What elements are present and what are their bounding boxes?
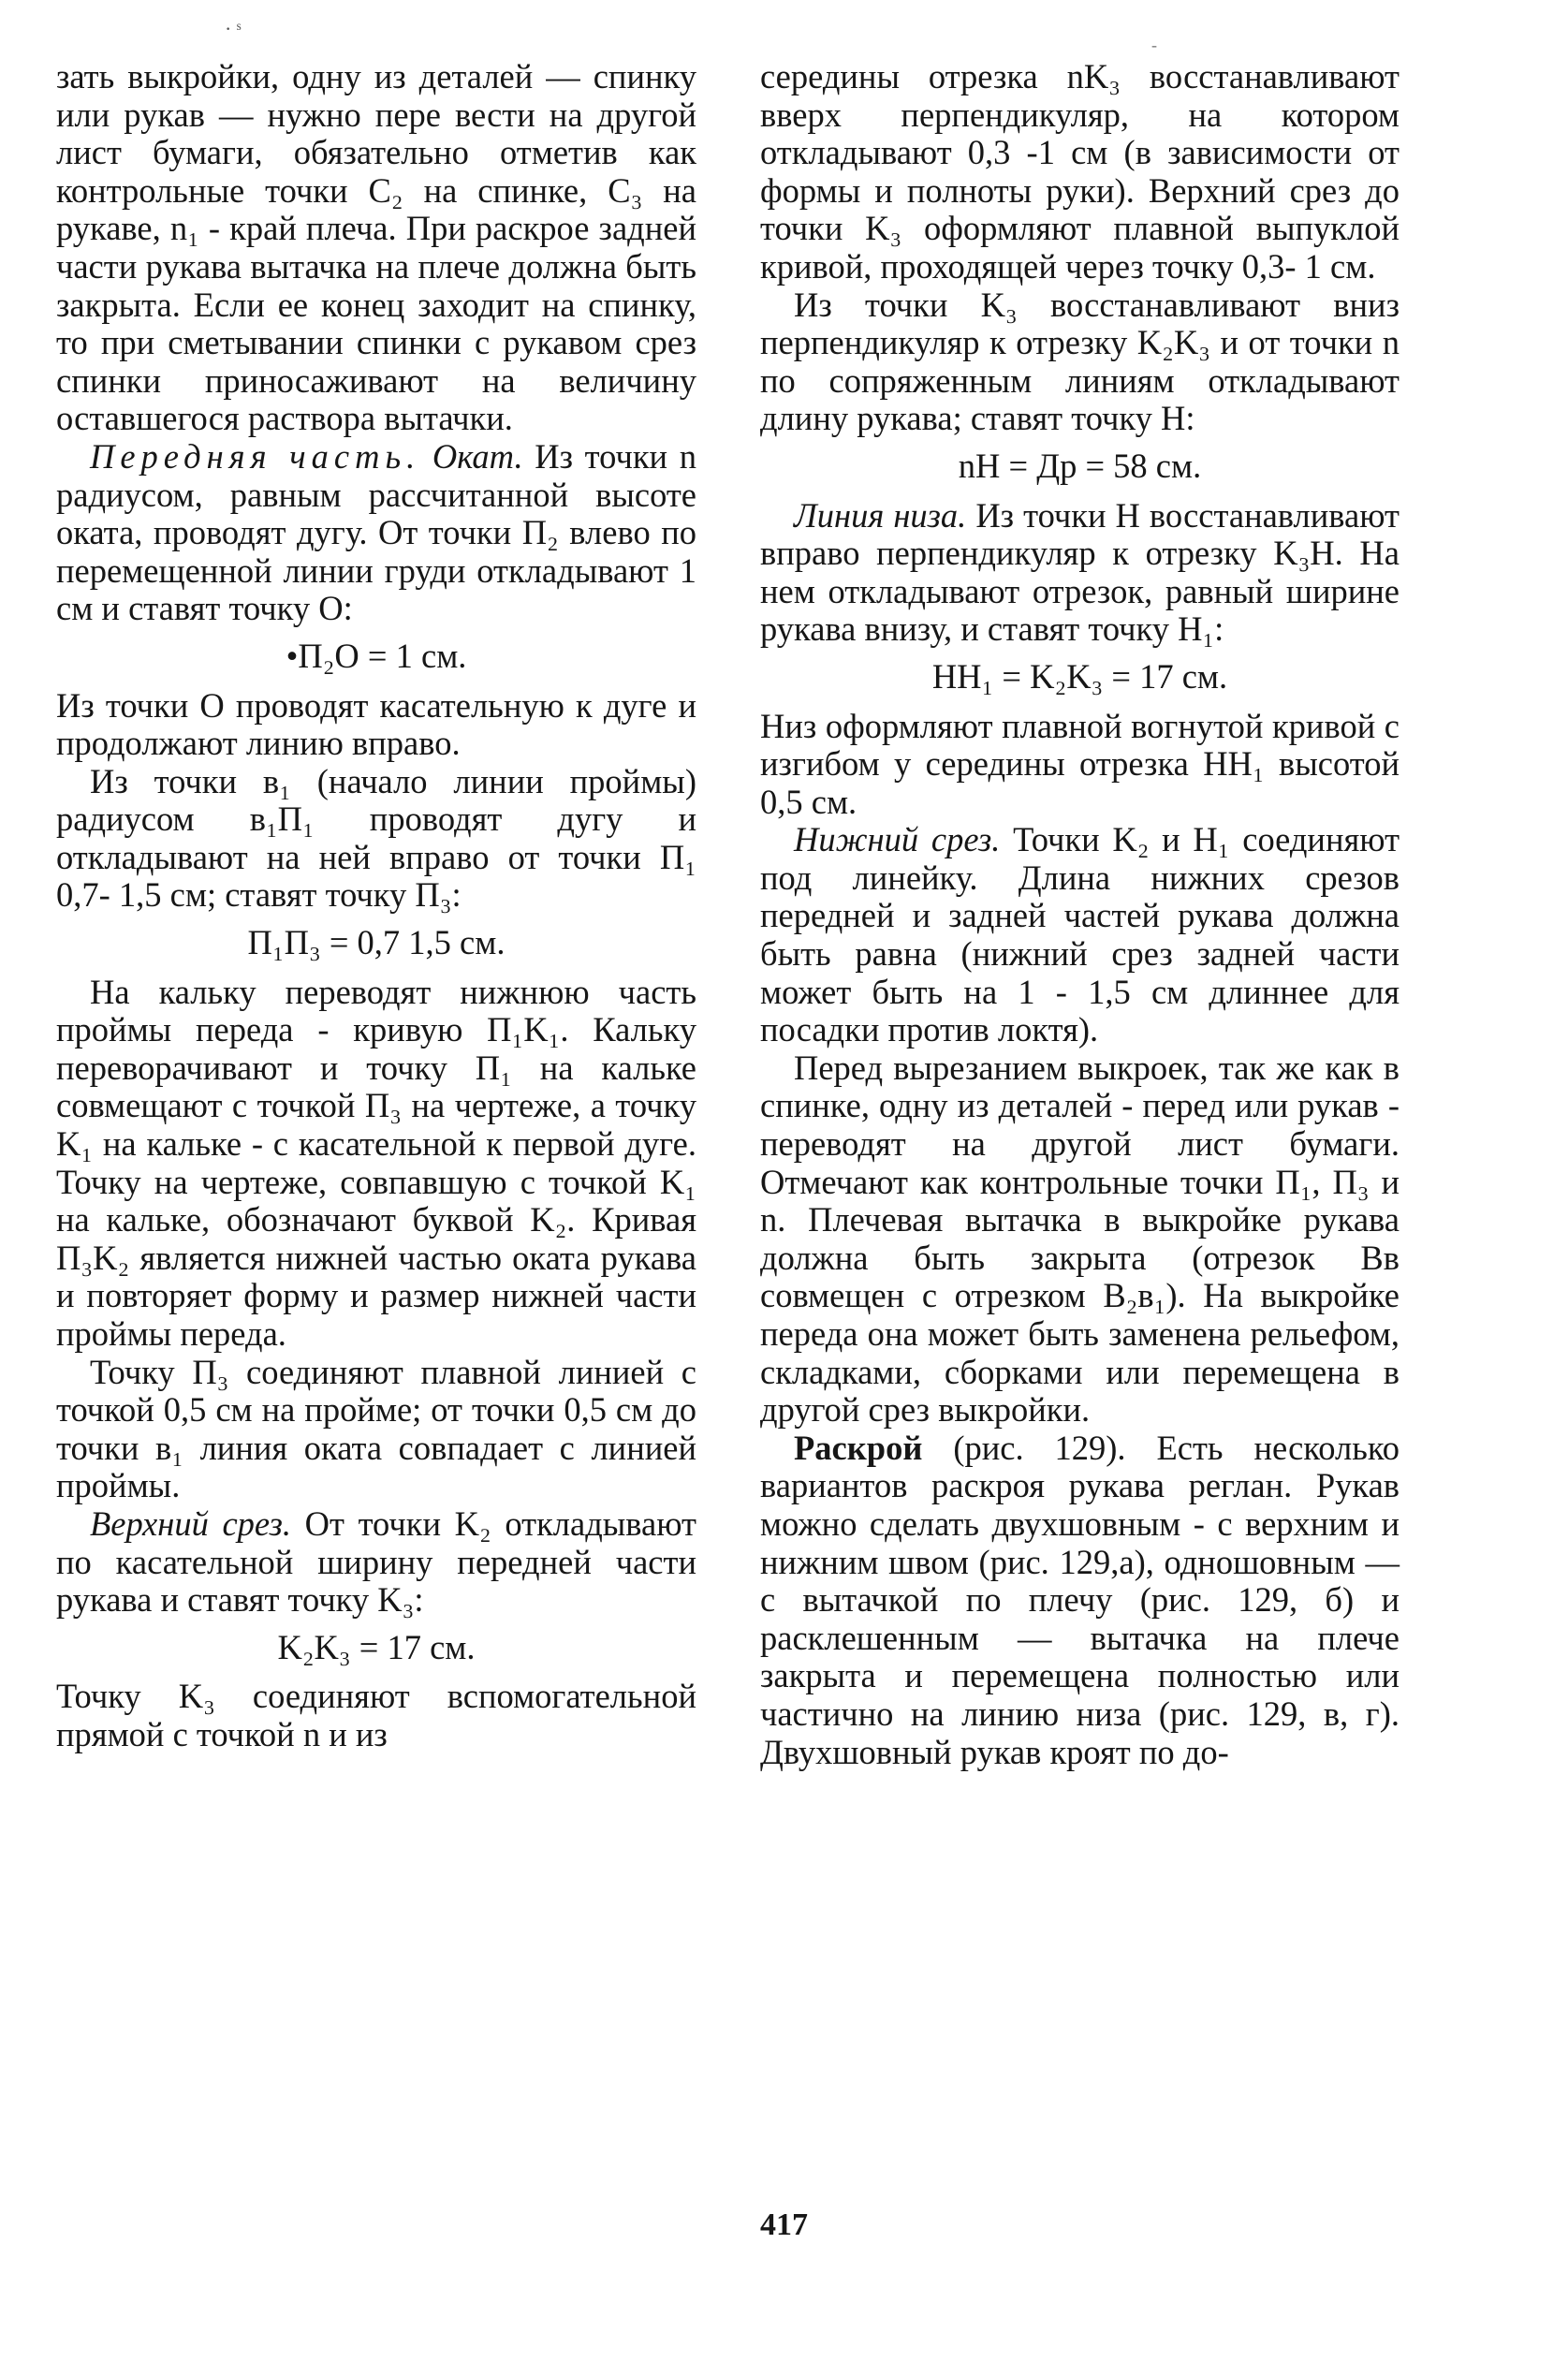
- paragraph: [760, 497, 1399, 649]
- paragraph-subheading: Окат.: [432, 436, 523, 476]
- formula-text: П₁П₃ = 0,7 1,5 см.: [247, 923, 506, 962]
- paragraph-text: Точку П₃ соединяют плавной линией с точкой 0,5 см на пройме; от точки 0,5 см до точки в₁ линия оката совпадает с линией проймы.: [56, 1352, 696, 1505]
- paragraph-text: Из точки O проводят касательную к дуге и продолжают линию вправо.: [56, 685, 696, 763]
- left-column: [56, 58, 696, 1754]
- paragraph-text: Точку K₃ соединяют вспомогательной прямой с точкой n и из: [56, 1677, 696, 1753]
- formula-text: HH₁ = K₂K₃ = 17 см.: [931, 656, 1228, 696]
- paragraph: [760, 1049, 1399, 1430]
- formula: [56, 1629, 696, 1667]
- paragraph-text: середины отрезка nK₃ восстанавливают вверх перпендикуляр, на котором откладывают 0,3 -1 см (в зависимости от формы и полноты руки). Верхний срез до точки K₃ оформляют плавной выпуклой кривой, проходящей через точку 0,3- 1 см.: [760, 57, 1399, 286]
- formula-text: •П₂O = 1 см.: [286, 636, 467, 675]
- paragraph-heading: Передняя часть.: [90, 436, 421, 476]
- page-number: 417: [760, 2207, 808, 2242]
- formula-text: nH = Др = 58 см.: [958, 446, 1202, 485]
- paragraph-text: Из точки H восстанавливают вправо перпендикуляр к отрезку K₃H. На нем откладывают отрезок, равный ширине рукава внизу, и ставят точку H₁:: [760, 495, 1399, 649]
- paragraph: [56, 58, 696, 438]
- paragraph: [56, 687, 696, 763]
- formula: [56, 638, 696, 676]
- paragraph-heading: Нижний срез.: [794, 820, 1001, 859]
- paragraph: [760, 58, 1399, 286]
- paragraph: [56, 1354, 696, 1505]
- paragraph-text: Из точки в₁ (начало линии проймы) радиусом в₁П₁ проводят дугу и откладывают на ней вправо от точки П₁ 0,7- 1,5 см; ставят точку П₃:: [56, 761, 696, 915]
- corner-mark: · ˢ: [225, 17, 242, 40]
- formula: [56, 924, 696, 962]
- paragraph-text: На кальку переводят нижнюю часть проймы переда - кривую П₁K₁. Кальку переворачивают и точку П₁ на кальке совмещают с точкой П₃ на чертеже, а точку K₁ на кальке - с касательной к первой дуге. Точку на чертеже, совпавшую с точкой K₁ на кальке, обозначают буквой K₂. Кривая П₃K₂ является нижней частью оката рукава и повторяет форму и размер нижней части проймы переда.: [56, 972, 696, 1353]
- paragraph: [56, 974, 696, 1354]
- paragraph: [760, 1430, 1399, 1771]
- formula: [760, 658, 1399, 697]
- paragraph-text: Из точки K₃ восстанавливают вниз перпендикуляр к отрезку K₂K₃ и от точки n по сопряженным линиям откладывают длину рукава; ставят точку H:: [760, 285, 1399, 438]
- paragraph: [56, 1505, 696, 1620]
- paragraph-heading: Раскрой: [794, 1428, 923, 1467]
- right-column: [760, 58, 1399, 1771]
- paragraph: [760, 286, 1399, 438]
- paragraph-text: От точки K₂ откладывают по касательной ширину передней части рукава и ставят точку K₃:: [56, 1503, 696, 1620]
- paragraph-text: Низ оформляют плавной вогнутой кривой с изгибом у середины отрезка HH₁ высотой 0,5 см.: [760, 706, 1399, 821]
- paragraph-text: (рис. 129). Есть несколько вариантов раскроя рукава реглан. Рукав можно сделать двухшовным - с верхним и нижним швом (рис. 129,а), одношовным — с вытачкой по плечу (рис. 129, б) и расклешенным — вытачка на плече закрыта и перемещена полностью или частично на линию низа (рис. 129, в, г). Двухшовный рукав кроят по до-: [760, 1428, 1400, 1771]
- paragraph: [56, 1678, 696, 1753]
- paragraph-text: Перед вырезанием выкроек, так же как в спинке, одну из деталей - перед или рукав - переводят на другой лист бумаги. Отмечают как контрольные точки П₁, П₃ и n. Плечевая вытачка в выкройке рукава должна быть закрыта (отрезок Вв совмещен с отрезком B₂в₁). На выкройке переда она может быть заменена рельефом, складками, сборками или перемещена в другой срез выкройки.: [760, 1048, 1399, 1430]
- paragraph-text: Точки K₂ и H₁ соединяют под линейку. Длина нижних срезов передней и задней частей рукава должна быть равна (нижний срез задней части может быть на 1 - 1,5 см длиннее для посадки против локтя).: [760, 820, 1400, 1049]
- paragraph-heading: Верхний срез.: [90, 1503, 291, 1543]
- paragraph: [56, 763, 696, 915]
- formula: [760, 447, 1399, 486]
- corner-mark-right: -: [1151, 36, 1157, 54]
- paragraph-text: Из точки n радиусом, равным рассчитанной высоте оката, проводят дугу. От точки П₂ влево по перемещенной линии груди откладывают 1 см и ставят точку O:: [56, 436, 696, 628]
- paragraph-heading: Линия низа.: [794, 495, 967, 535]
- paragraph: [760, 708, 1399, 822]
- paragraph: [56, 438, 696, 628]
- formula-text: K₂K₃ = 17 см.: [277, 1627, 476, 1666]
- paragraph: [760, 821, 1399, 1049]
- paragraph-text: зать выкройки, одну из деталей — спинку или рукав — нужно пере вести на другой лист бумаги, обязательно отметив как контрольные точки C₂ на спинке, C₃ на рукаве, n₁ - край плеча. При раскрое задней части рукава вытачка на плече должна быть закрыта. Если ее конец заходит на спинку, то при сметывании спинки с рукавом срез спинки приносаживают на величину оставшегося раствора вытачки.: [56, 57, 696, 438]
